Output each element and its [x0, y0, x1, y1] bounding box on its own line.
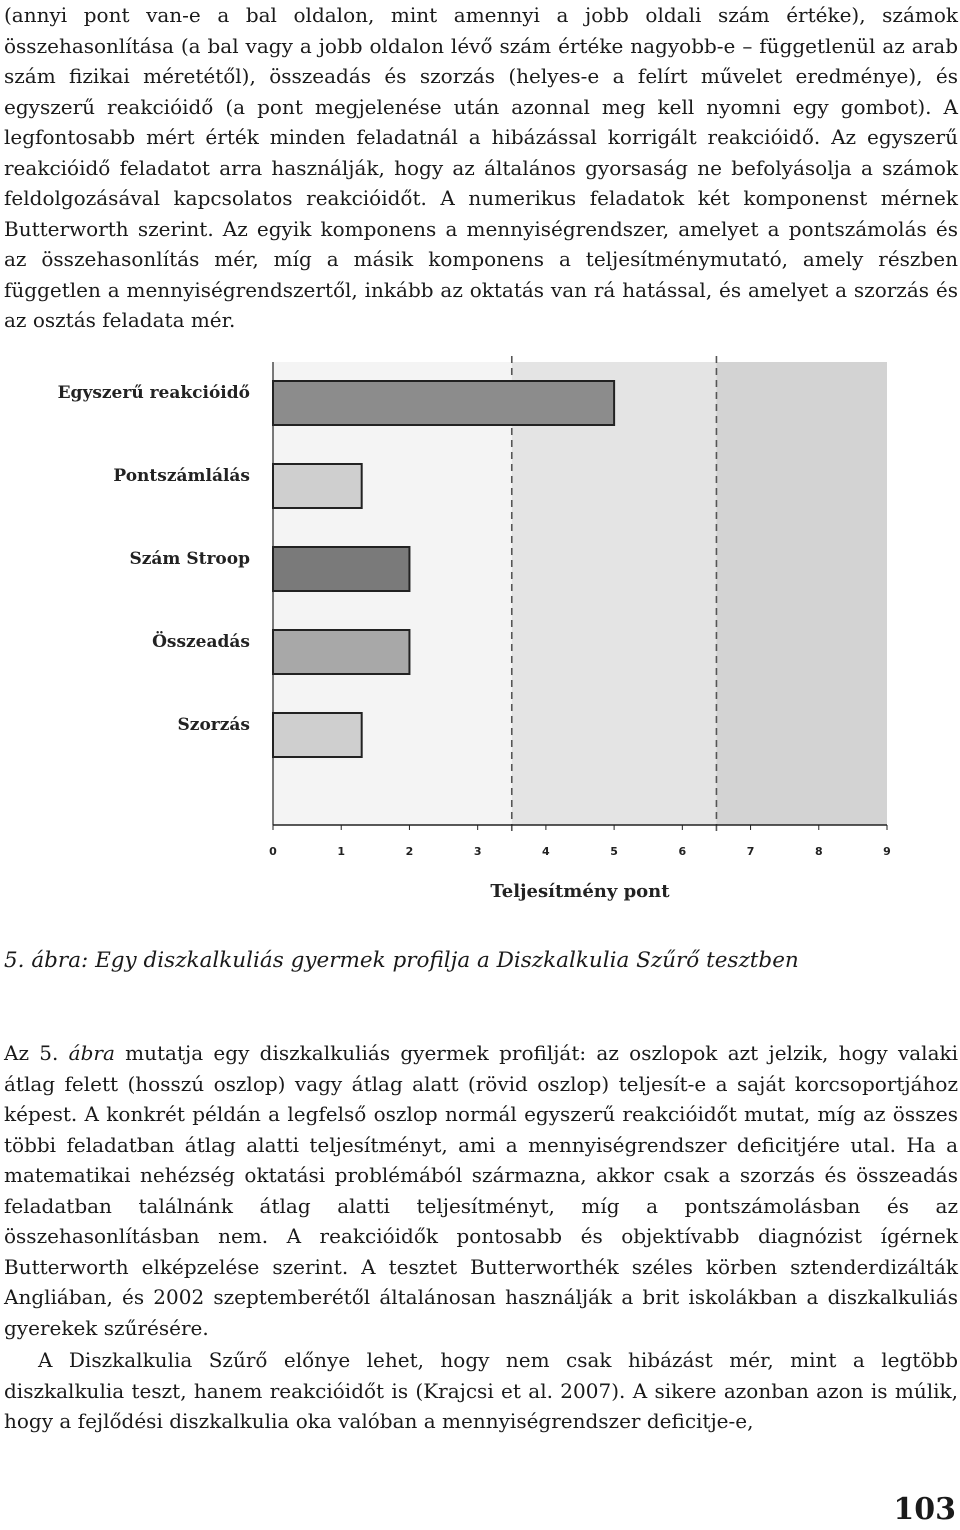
band-2: [716, 362, 887, 825]
paragraph-top: (annyi pont van-e a bal oldalon, mint amennyi a jobb oldali szám értéke), számok összehasonlítása (a bal vagy a jobb oldalon lévő szám értéke nagyobb-e – függetlenül az arab szám fizikai méretétől), összeadás és szorzás (helyes-e a felírt művelet eredménye), és egyszerű reakcióidő (a pont megjelenése után azonnal meg kell nyomni egy gombot). A legfontosabb mért érték minden feladatnál a hibázással korrigált reakcióidő. Az egyszerű reakcióidő feladatot arra használják, hogy az általános gyorsaság ne befolyásolja a számok feldolgozásával kapcsolatos reakcióidőt. A numerikus feladatok két komponenst mérnek Butterworth szerint. Az egyik komponens a mennyiségrendszer, amelyet a pontszámolás és az összehasonlítás mér, míg a másik komponens a teljesítménymutató, amely részben független a mennyiségrendszertől, inkább az oktatás van rá hatással, és amelyet a szorzás és az osztás feladata mér.: [4, 3, 958, 332]
paragraph-middle-rest: mutatja egy diszkalkuliás gyermek profilját: az oszlopok azt jelzik, hogy valaki átlag felett (hosszú oszlop) vagy átlag alatt (rövid oszlop) teljesít-e a saját korcsoportjához képest. A konkrét példán a legfelső oszlop normál egyszerű reakcióidőt mutat, míg az összes többi feladatban átlag alatti teljesítményt, ami a mennyiségrendszer deficitjére utal. Ha a matematikai nehézség oktatási problémából származna, akkor csak a szorzás és összeadás feladatban találnánk átlag alatti teljesítményt, míg a pontszámolásban és az összehasonlításban nem. A reakcióidők pontosabb és objektívabb diagnózist ígérnek Butterworth elképzelése szerint. A tesztet Butterworthék széles körben sztenderdizálták Angliában, és 2002 szeptemberétől általánosan használják a brit iskolákban a diszkalkuliás gyerekek szűrésére.: [4, 1041, 959, 1340]
bar-2: [273, 547, 409, 591]
x-tick-label-1: 1: [337, 845, 346, 858]
x-tick-label-9: 9: [883, 845, 891, 858]
paragraph-last: A Diszkalkulia Szűrő előnye lehet, hogy nem csak hibázást mér, mint a legtöbb diszkalkulia teszt, hanem reakcióidőt is (Krajcsi et al. 2007). A sikere azonban azon is múlik, hogy a fejlődési diszkalkulia oka valóban a mennyiségrendszer deficitje-e,: [4, 1348, 958, 1433]
x-tick-label-8: 8: [814, 845, 823, 858]
profile-bar-chart: [0, 350, 960, 920]
bar-3: [273, 630, 409, 674]
category-label-4: Szorzás: [177, 715, 250, 735]
x-tick-label-5: 5: [610, 845, 618, 858]
x-axis-label: Teljesítmény pont: [490, 881, 670, 902]
category-label-1: Pontszámlálás: [113, 466, 250, 486]
x-tick-label-3: 3: [473, 845, 482, 858]
bar-1: [273, 464, 362, 508]
category-labels: [58, 383, 251, 735]
bar-4: [273, 713, 362, 757]
category-label-3: Összeadás: [152, 632, 250, 652]
band-1: [512, 362, 717, 825]
x-tick-label-0: 0: [269, 845, 277, 858]
performance-bands: [273, 362, 887, 825]
bar-0: [273, 381, 614, 425]
paragraph-middle: [4, 1038, 958, 1343]
figure-caption: 5. ábra: Egy diszkalkuliás gyermek profilja a Diszkalkulia Szűrő tesztben: [4, 948, 799, 973]
category-label-0: Egyszerű reakcióidő: [57, 383, 250, 403]
category-label-2: Szám Stroop: [129, 549, 250, 569]
paragraph-middle-italic: ábra: [68, 1041, 115, 1065]
x-tick-label-7: 7: [746, 845, 755, 858]
paragraph-middle-lead: Az 5.: [4, 1041, 69, 1065]
x-tick-label-6: 6: [678, 845, 687, 858]
x-tick-label-4: 4: [542, 845, 550, 858]
page-number: 103: [893, 1492, 956, 1527]
x-tick-label-2: 2: [405, 845, 414, 858]
